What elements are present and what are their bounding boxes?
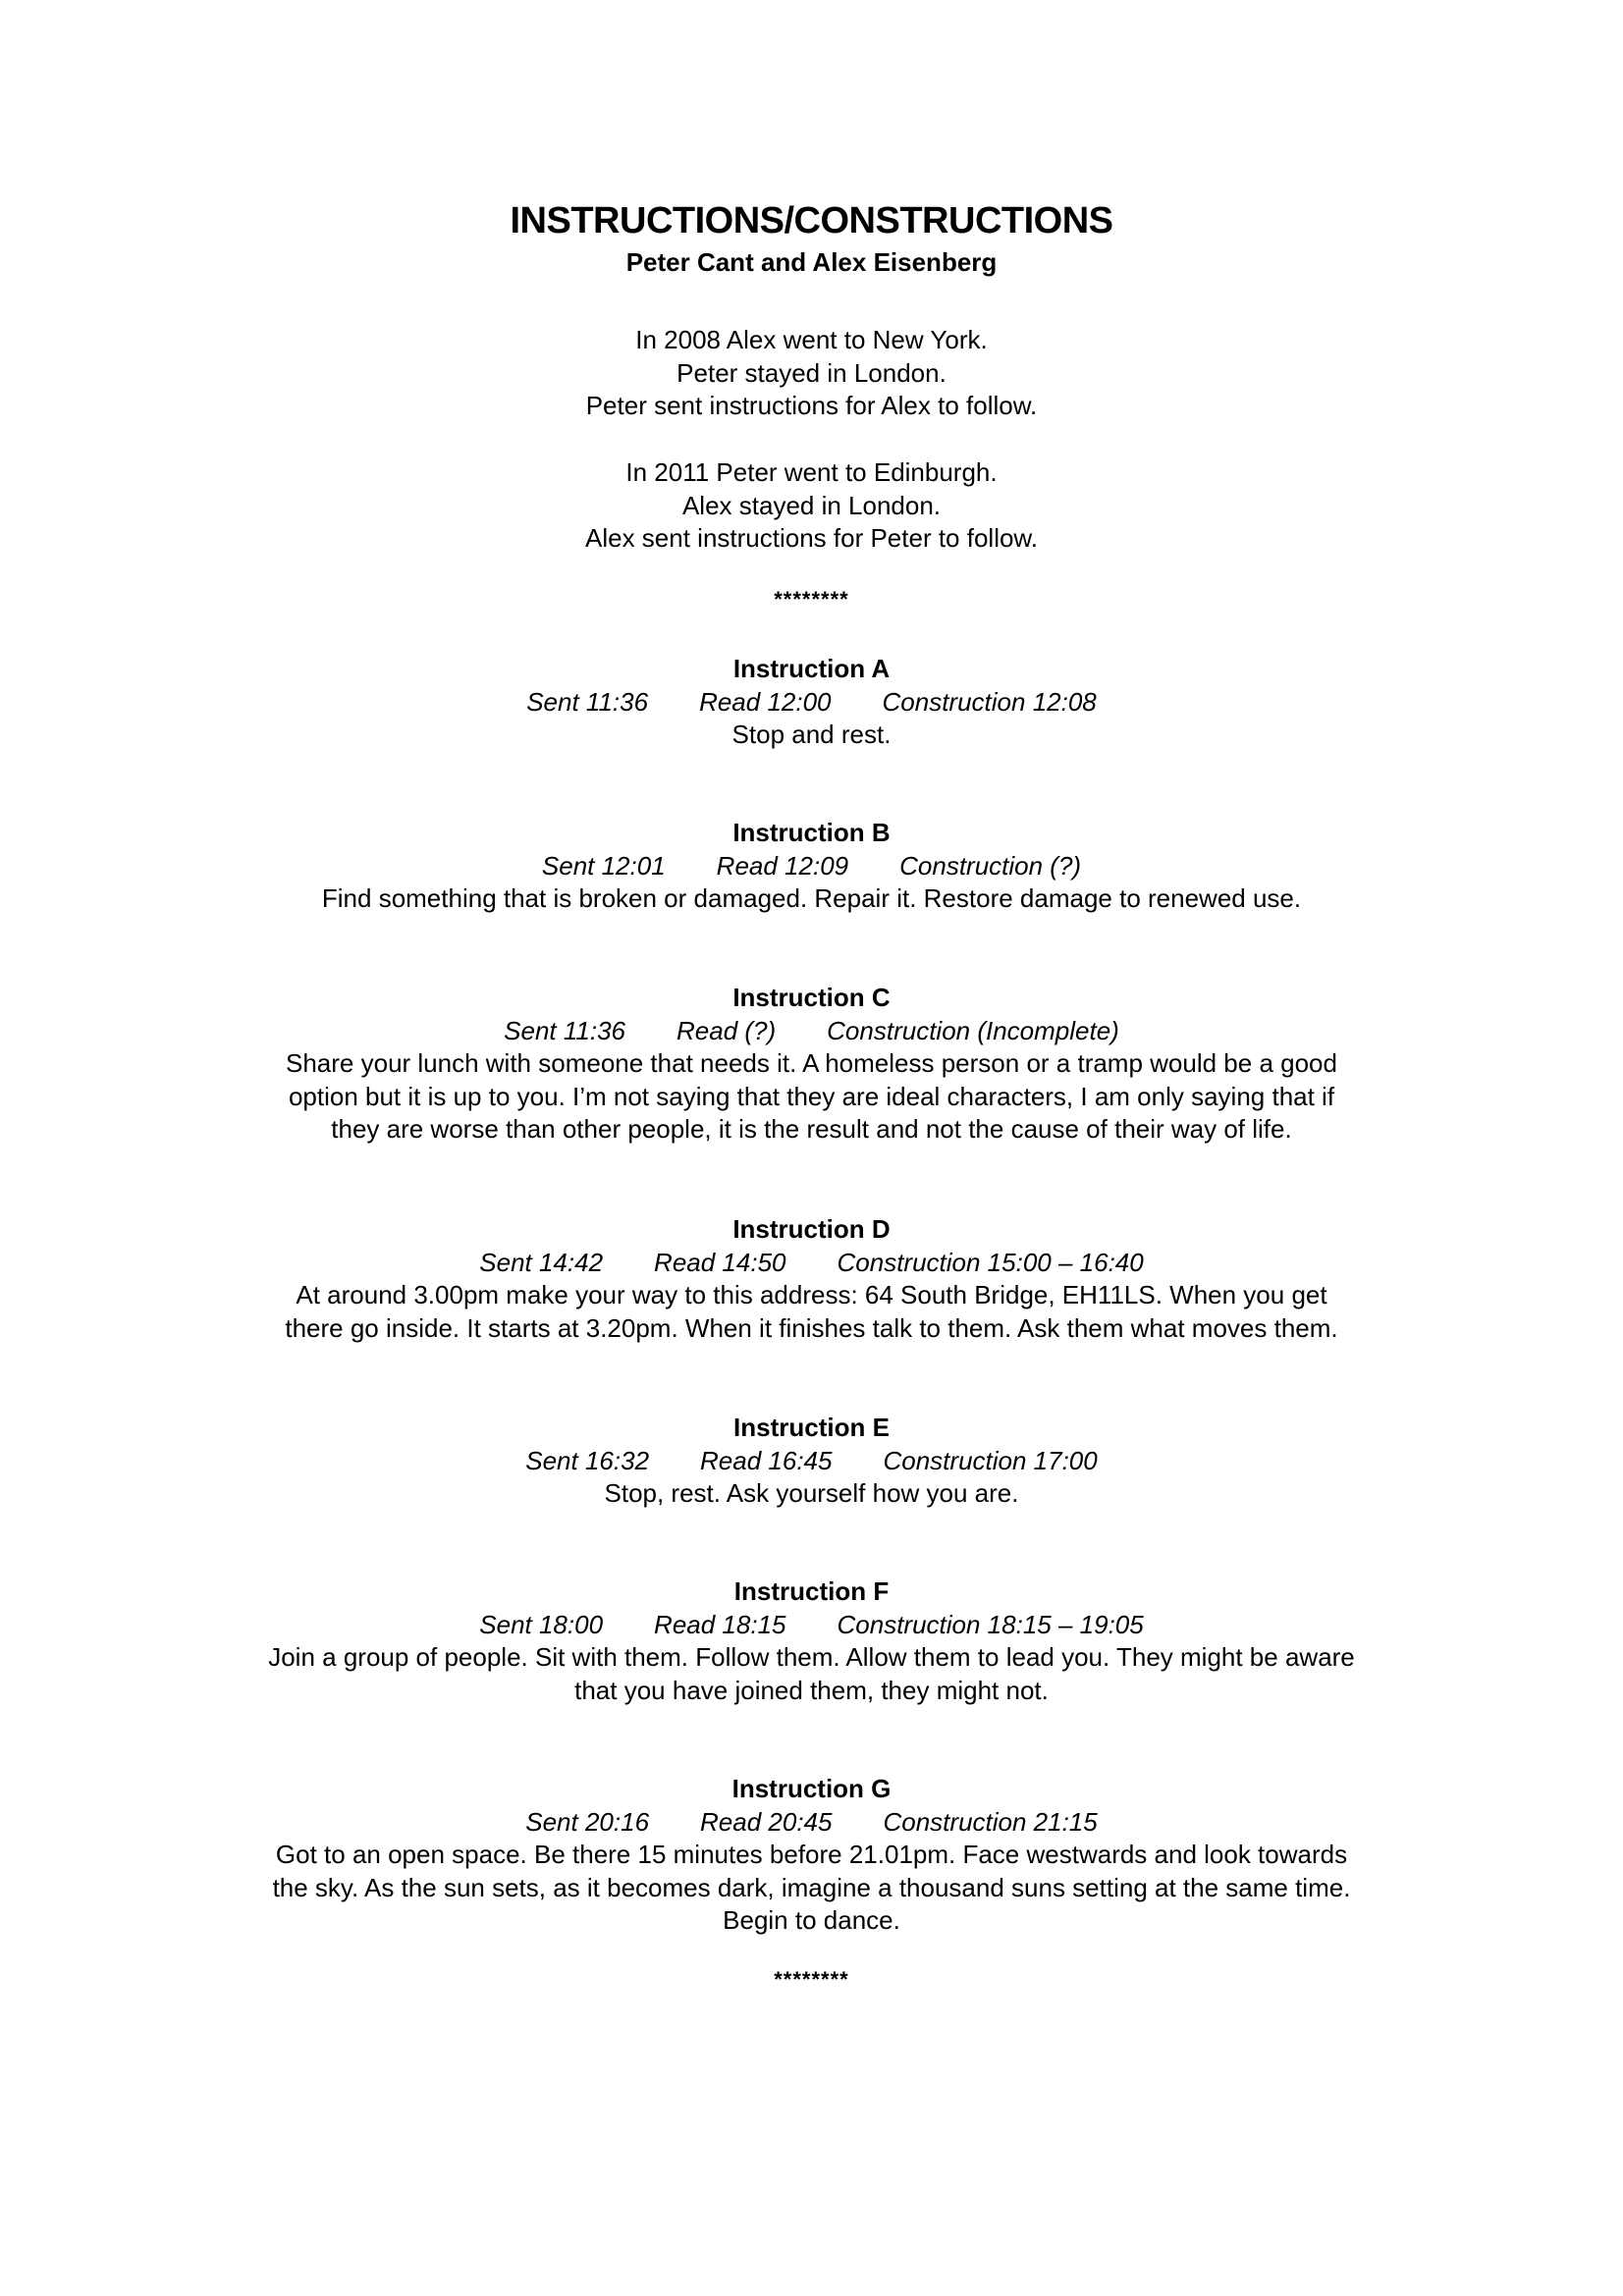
body-line: option but it is up to you. I’m not saying that they are ideal characters, I am only saying that if xyxy=(288,1081,1335,1111)
sent-time: Sent 18:00 xyxy=(479,1609,604,1639)
instruction-times xyxy=(196,1609,1427,1642)
sent-time: Sent 20:16 xyxy=(525,1806,650,1837)
instruction-a xyxy=(196,653,1427,752)
sent-time: Sent 16:32 xyxy=(525,1445,650,1475)
instruction-title: Instruction G xyxy=(731,1774,892,1803)
instruction-times xyxy=(196,1247,1427,1280)
separator-bottom: ******** xyxy=(774,1967,849,1992)
instruction-f xyxy=(196,1575,1427,1707)
instruction-title: Instruction E xyxy=(733,1413,890,1442)
instruction-body xyxy=(196,1477,1427,1511)
page-title: INSTRUCTIONS/CONSTRUCTIONS xyxy=(510,200,1113,241)
body-line: that you have joined them, they might not. xyxy=(574,1675,1049,1705)
instruction-e xyxy=(196,1412,1427,1511)
sent-time: Sent 14:42 xyxy=(479,1247,604,1277)
read-time: Read 18:15 xyxy=(654,1609,786,1639)
body-line: there go inside. It starts at 3.20pm. When it finishes talk to them. Ask them what moves them. xyxy=(285,1312,1338,1343)
body-line: Find something that is broken or damaged. Repair it. Restore damage to renewed use. xyxy=(321,883,1302,913)
construction-time: Construction 21:15 xyxy=(883,1806,1098,1837)
intro-line: Peter sent instructions for Alex to follow. xyxy=(585,391,1038,420)
body-line: At around 3.00pm make your way to this address: 64 South Bridge, EH11LS. When you get xyxy=(296,1280,1327,1309)
read-time: Read 16:45 xyxy=(700,1445,833,1475)
construction-time: Construction 12:08 xyxy=(882,686,1097,717)
instruction-times xyxy=(196,1806,1427,1840)
instruction-g xyxy=(196,1773,1427,1938)
sent-time: Sent 12:01 xyxy=(541,850,666,881)
instruction-body xyxy=(196,719,1427,752)
separator-top: ******** xyxy=(774,587,849,612)
intro-line: In 2011 Peter went to Edinburgh. xyxy=(625,457,998,487)
construction-time: Construction (Incomplete) xyxy=(827,1015,1119,1045)
sent-time: Sent 11:36 xyxy=(504,1015,625,1045)
instruction-title: Instruction A xyxy=(732,654,891,683)
construction-time: Construction (?) xyxy=(899,850,1082,881)
construction-time: Construction 17:00 xyxy=(883,1445,1098,1475)
body-line: Got to an open space. Be there 15 minutes before 21.01pm. Face westwards and look towards xyxy=(275,1840,1348,1869)
instruction-c xyxy=(196,982,1427,1147)
instruction-times xyxy=(196,1015,1427,1048)
body-line: Stop and rest. xyxy=(731,720,892,749)
instruction-times xyxy=(196,1445,1427,1478)
read-time: Read (?) xyxy=(676,1015,777,1045)
read-time: Read 20:45 xyxy=(700,1806,833,1837)
instruction-title: Instruction C xyxy=(732,983,891,1012)
intro-line: Peter stayed in London. xyxy=(676,357,947,388)
instruction-times xyxy=(196,850,1427,883)
instruction-times xyxy=(196,686,1427,720)
body-line: Share your lunch with someone that needs it. A homeless person or a tramp would be a good xyxy=(286,1048,1337,1078)
body-line: the sky. As the sun sets, as it becomes dark, imagine a thousand suns setting at the same time. xyxy=(272,1872,1351,1902)
body-line: Join a group of people. Sit with them. Follow them. Allow them to lead you. They might be aware xyxy=(268,1642,1355,1672)
instruction-body xyxy=(196,1839,1427,1938)
construction-time: Construction 18:15 – 19:05 xyxy=(837,1609,1144,1639)
body-line: Begin to dance. xyxy=(723,1905,900,1935)
intro-line: Alex sent instructions for Peter to follow. xyxy=(585,523,1038,553)
instruction-b xyxy=(196,817,1427,916)
sent-time: Sent 11:36 xyxy=(526,686,649,717)
instruction-title: Instruction B xyxy=(732,818,891,847)
read-time: Read 12:00 xyxy=(699,686,832,717)
read-time: Read 14:50 xyxy=(654,1247,786,1277)
instruction-d xyxy=(196,1213,1427,1345)
instruction-title: Instruction D xyxy=(732,1214,891,1244)
intro-line: In 2008 Alex went to New York. xyxy=(635,325,988,354)
instruction-body xyxy=(196,882,1427,916)
read-time: Read 12:09 xyxy=(716,850,849,881)
intro-line: Alex stayed in London. xyxy=(681,490,942,520)
body-line: Stop, rest. Ask yourself how you are. xyxy=(604,1478,1019,1508)
instruction-body xyxy=(196,1279,1427,1345)
instruction-body xyxy=(196,1047,1427,1147)
instruction-title: Instruction F xyxy=(733,1576,890,1606)
intro-2008 xyxy=(0,324,1623,423)
construction-time: Construction 15:00 – 16:40 xyxy=(837,1247,1144,1277)
instruction-body xyxy=(196,1641,1427,1707)
body-line: they are worse than other people, it is the result and not the cause of their way of life. xyxy=(331,1114,1292,1144)
authors-line: Peter Cant and Alex Eisenberg xyxy=(625,247,998,277)
intro-2011 xyxy=(0,456,1623,556)
